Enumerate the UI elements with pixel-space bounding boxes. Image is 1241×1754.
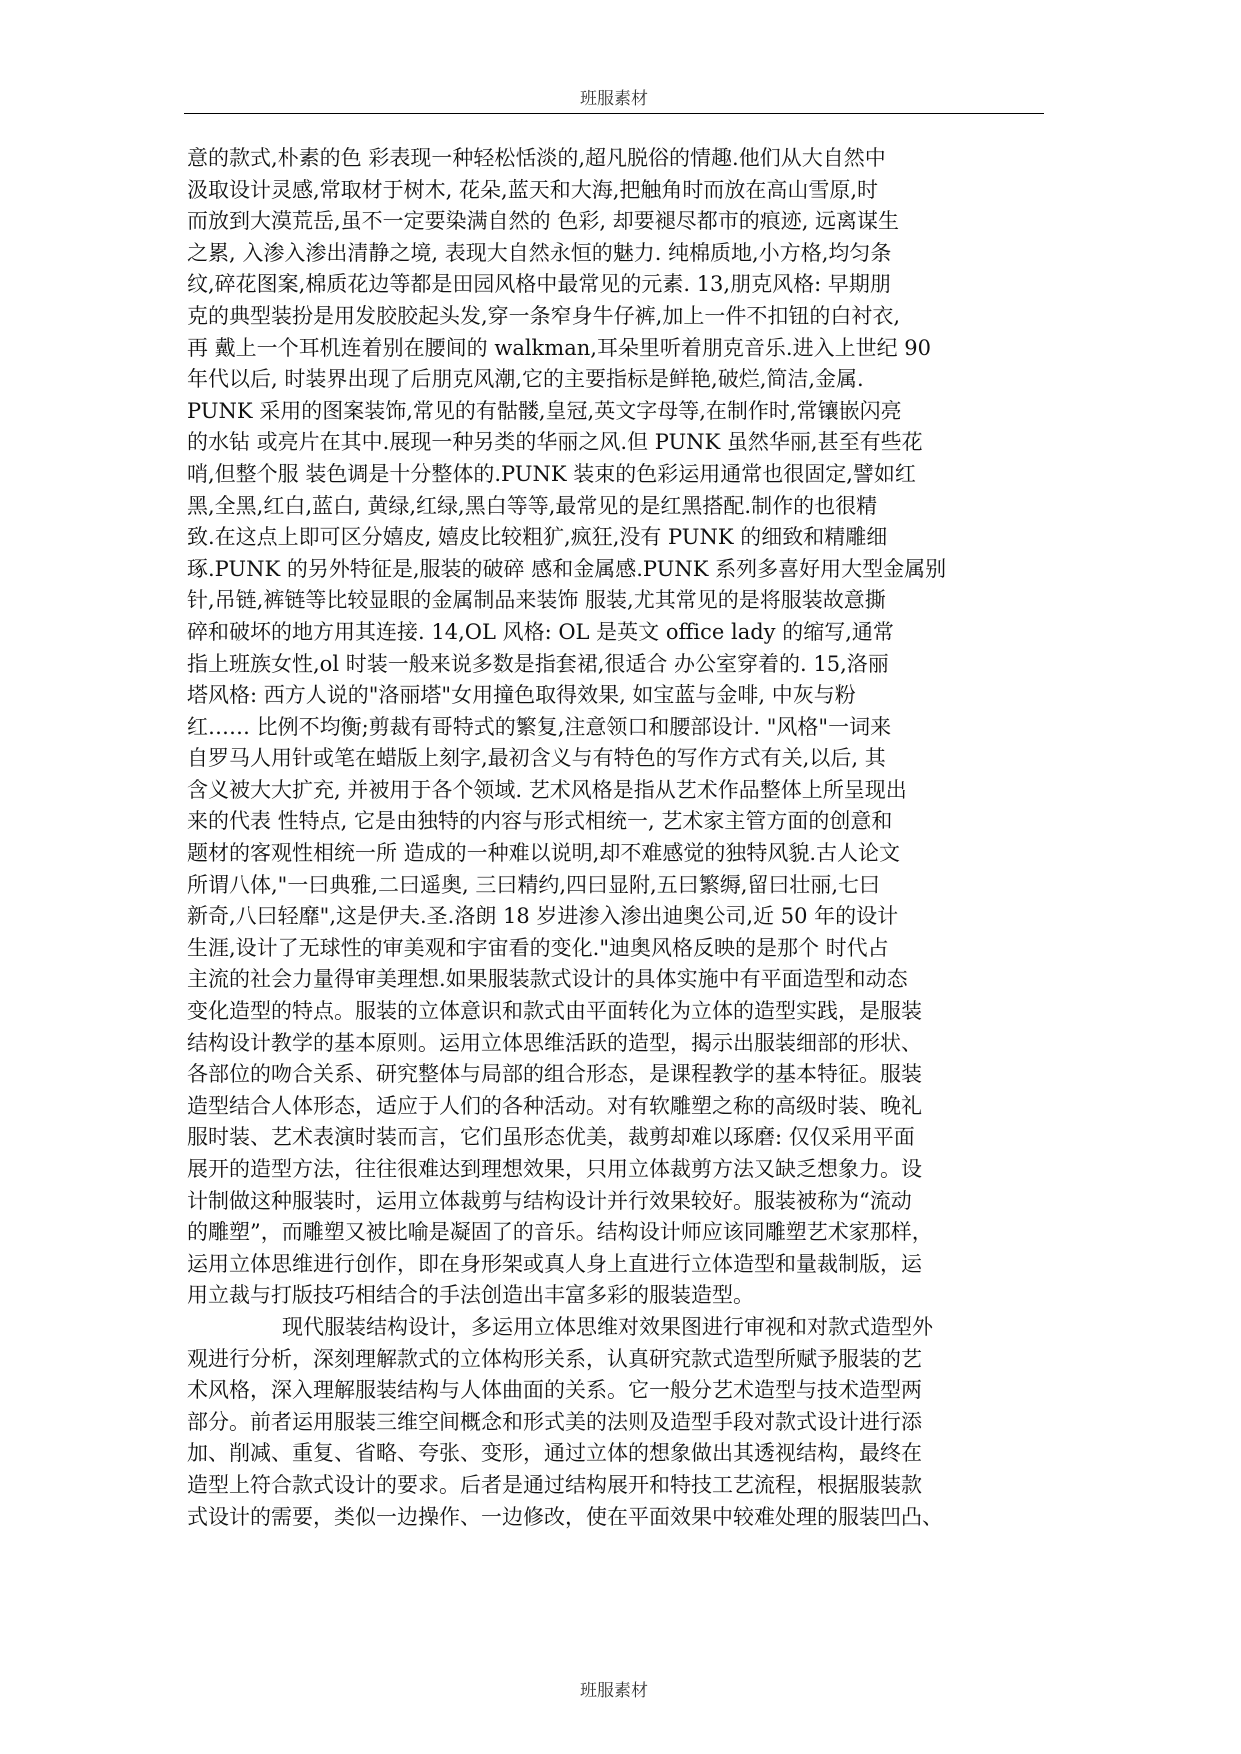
body-text xyxy=(187,143,1052,1533)
text-line: 自罗马人用针或笔在蜡版上刻字,最初含义与有特色的写作方式有关,以后, 其 xyxy=(187,746,886,771)
text-line: 结构设计教学的基本原则。运用立体思维活跃的造型，揭示出服装细部的形状、 xyxy=(187,1030,922,1055)
text-line: 黑,全黑,红白,蓝白, 黄绿,红绿,黑白等等,最常见的是红黑搭配.制作的也很精 xyxy=(187,493,878,518)
paragraph-start-line: 现代服装结构设计，多运用立体思维对效果图进行审视和对款式造型外 xyxy=(282,1314,933,1339)
text-line: 的雕塑”，而雕塑又被比喻是凝固了的音乐。结构设计师应该同雕塑艺术家那样， xyxy=(187,1220,933,1245)
text-line: 服时装、艺术表演时装而言，它们虽形态优美，裁剪却难以琢磨: 仅仅采用平面 xyxy=(187,1125,915,1150)
text-line: 各部位的吻合关系、研究整体与局部的组合形态，是课程教学的基本特征。服装 xyxy=(187,1062,922,1087)
text-line: 式设计的需要，类似一边操作、一边修改，使在平面效果中较难处理的服装凹凸、 xyxy=(187,1504,943,1529)
text-line: 部分。前者运用服装三维空间概念和形式美的法则及造型手段对款式设计进行添 xyxy=(187,1409,922,1434)
text-line: 而放到大漠荒岳,虽不一定要染满自然的 色彩, 却要褪尽都市的痕迹, 远离谋生 xyxy=(187,209,900,234)
text-line: 观进行分析，深刻理解款式的立体构形关系，认真研究款式造型所赋予服装的艺 xyxy=(187,1346,922,1371)
text-line: 哨,但整个服 装色调是十分整体的.PUNK 装束的色彩运用通常也很固定,譬如红 xyxy=(187,461,916,486)
text-line: 生涯,设计了无球性的审美观和宇宙看的变化."迪奥风格反映的是那个 时代占 xyxy=(187,935,889,960)
text-line: 红…… 比例不均衡;剪裁有哥特式的繁复,注意领口和腰部设计. "风格"一词来 xyxy=(187,714,892,739)
text-line: 题材的客观性相统一所 造成的一种难以说明,却不难感觉的独特风貌.古人论文 xyxy=(187,841,901,866)
text-line: 加、削减、重复、省略、夸张、变形，通过立体的想象做出其透视结构，最终在 xyxy=(187,1441,922,1466)
text-line: 致.在这点上即可区分嬉皮, 嬉皮比较粗犷,疯狂,没有 PUNK 的细致和精雕细 xyxy=(187,525,888,550)
text-line: 来的代表 性特点, 它是由独特的内容与形式相统一, 艺术家主管方面的创意和 xyxy=(187,809,893,834)
text-line: 用立裁与打版技巧相结合的手法创造出丰富多彩的服装造型。 xyxy=(187,1283,754,1308)
page-footer: 班服素材 xyxy=(580,1681,648,1701)
text-line: 术风格，深入理解服装结构与人体曲面的关系。它一般分艺术造型与技术造型两 xyxy=(187,1378,922,1403)
text-line: 塔风格: 西方人说的"洛丽塔"女用撞色取得效果, 如宝蓝与金啡, 中灰与粉 xyxy=(187,683,856,708)
text-line: 运用立体思维进行创作，即在身形架或真人身上直进行立体造型和量裁制版，运 xyxy=(187,1251,922,1276)
text-line: 含义被大大扩充, 并被用于各个领域. 艺术风格是指从艺术作品整体上所呈现出 xyxy=(187,777,907,802)
text-line: 纹,碎花图案,棉质花边等都是田园风格中最常见的元素. 13,朋克风格: 早期朋 xyxy=(187,272,891,297)
header-rule xyxy=(184,113,1044,114)
text-line: 意的款式,朴素的色 彩表现一种轻松恬淡的,超凡脱俗的情趣.他们从大自然中 xyxy=(187,146,886,170)
text-line: 计制做这种服装时，运用立体裁剪与结构设计并行效果较好。服装被称为“流动 xyxy=(187,1188,912,1213)
text-line: 造型结合人体形态，适应于人们的各种活动。对有软雕塑之称的高级时装、晚礼 xyxy=(187,1093,922,1118)
text-line: 主流的社会力量得审美理想.如果服装款式设计的具体实施中有平面造型和动态 xyxy=(187,967,908,992)
text-line: 造型上符合款式设计的要求。后者是通过结构展开和特技工艺流程，根据服装款 xyxy=(187,1472,922,1497)
text-line: 的水钻 或亮片在其中.展现一种另类的华丽之风.但 PUNK 虽然华丽,甚至有些花 xyxy=(187,430,923,455)
text-line: 新奇,八曰轻靡",这是伊夫.圣.洛朗 18 岁进渗入渗出迪奥公司,近 50 年的设计 xyxy=(187,904,899,929)
text-line: 碎和破坏的地方用其连接. 14,OL 风格: OL 是英文 office lady 的缩写,通常 xyxy=(187,619,894,644)
text-line: 琢.PUNK 的另外特征是,服装的破碎 感和金属感.PUNK 系列多喜好用大型金属别 xyxy=(187,556,947,581)
text-line: 克的典型装扮是用发胶胶起头发,穿一条窄身牛仔裤,加上一件不扣钮的白衬衣, xyxy=(187,303,901,328)
text-line: 针,吊链,裤链等比较显眼的金属制品来装饰 服装,尤其常见的是将服装故意撕 xyxy=(187,588,886,613)
text-line: 汲取设计灵感,常取材于树木, 花朵,蓝天和大海,把触角时而放在高山雪原,时 xyxy=(187,177,879,202)
page-header: 班服素材 xyxy=(580,89,648,109)
text-line: 所谓八体,"一曰典雅,二曰遥奥, 三曰精约,四曰显附,五曰繁缛,留曰壮丽,七曰 xyxy=(187,872,881,897)
text-line: 变化造型的特点。服装的立体意识和款式由平面转化为立体的造型实践，是服装 xyxy=(187,999,922,1024)
text-line: 展开的造型方法，往往很难达到理想效果，只用立体裁剪方法又缺乏想象力。设 xyxy=(187,1157,922,1181)
text-line: 再 戴上一个耳机连着别在腰间的 walkman,耳朵里听着朋克音乐.进入上世纪 90 xyxy=(187,335,931,360)
text-line: 年代以后, 时装界出现了后朋克风潮,它的主要指标是鲜艳,破烂,简洁,金属. xyxy=(187,367,864,392)
text-line: PUNK 采用的图案装饰,常见的有骷髅,皇冠,英文字母等,在制作时,常镶嵌闪亮 xyxy=(187,398,902,423)
text-line: 之累, 入渗入渗出清静之境, 表现大自然永恒的魅力. 纯棉质地,小方格,均匀条 xyxy=(187,240,892,265)
text-line: 指上班族女性,ol 时装一般来说多数是指套裙,很适合 办公室穿着的. 15,洛丽 xyxy=(187,651,889,676)
